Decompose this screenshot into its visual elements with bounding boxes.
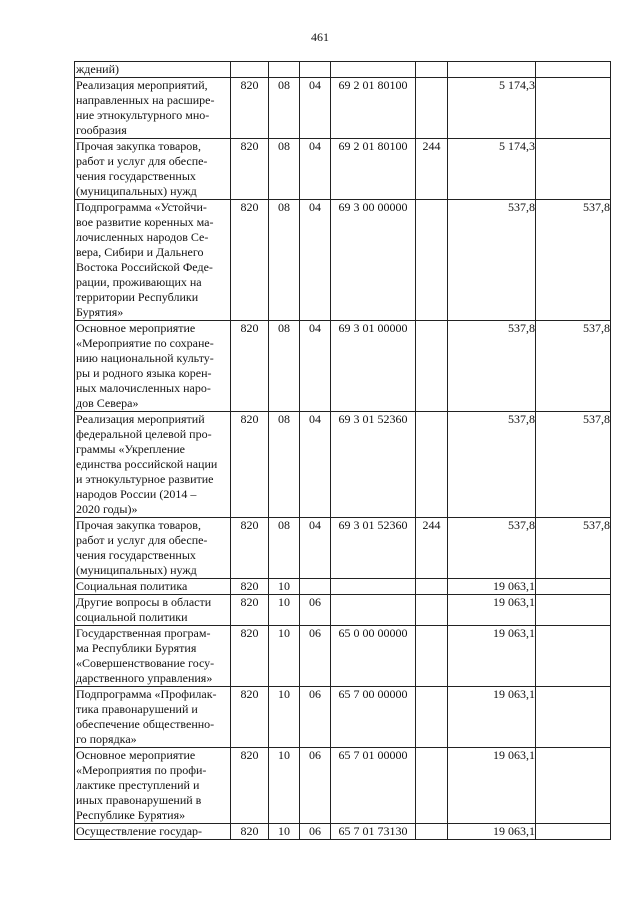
budget-table (74, 61, 611, 840)
cell-name: Реализация мероприятий, направленных на расшире- ние этнокультурного мно- гообразия (75, 78, 231, 139)
cell-name: Подпрограмма «Устойчи- вое развитие коренных ма- лочисленных народов Се- вера, Сибири и Дальнего Востока Российской Федe- рации, проживающих на территории Республики Бурятия» (75, 200, 231, 321)
cell-expense-type (416, 412, 448, 518)
budget-table-body (75, 62, 611, 840)
table-row (75, 518, 611, 579)
cell-name: Подпрограмма «Профилак- тика правонарушений и обеспечение общественно- го порядка» (75, 687, 231, 748)
cell-amount-federal: 537,8 (536, 321, 611, 412)
table-row (75, 579, 611, 595)
cell-ved: 820 (231, 200, 269, 321)
cell-amount: 537,8 (448, 321, 536, 412)
cell-amount-federal: 537,8 (536, 518, 611, 579)
cell-amount: 5 174,3 (448, 78, 536, 139)
cell-target-article (331, 579, 416, 595)
cell-amount: 537,8 (448, 412, 536, 518)
cell-ved: 820 (231, 78, 269, 139)
cell-amount-federal (536, 62, 611, 78)
cell-expense-type (416, 78, 448, 139)
cell-expense-type (416, 595, 448, 626)
cell-section: 10 (269, 595, 300, 626)
table-row (75, 824, 611, 840)
cell-expense-type (416, 626, 448, 687)
cell-subsection: 06 (300, 824, 331, 840)
cell-name: Государственная програм- ма Республики Бурятия «Совершенствование госу- дарственного управления» (75, 626, 231, 687)
cell-section: 08 (269, 78, 300, 139)
cell-amount: 19 063,1 (448, 687, 536, 748)
table-row (75, 412, 611, 518)
cell-amount: 19 063,1 (448, 595, 536, 626)
cell-name: ждений) (75, 62, 231, 78)
cell-ved: 820 (231, 321, 269, 412)
cell-name: Прочая закупка товаров, работ и услуг для обеспе- чения государственных (муниципальных) нужд (75, 518, 231, 579)
cell-subsection: 04 (300, 412, 331, 518)
cell-amount: 537,8 (448, 200, 536, 321)
cell-subsection (300, 62, 331, 78)
cell-amount-federal (536, 824, 611, 840)
table-row (75, 687, 611, 748)
cell-section: 10 (269, 748, 300, 824)
cell-expense-type (416, 62, 448, 78)
table-row (75, 321, 611, 412)
cell-name: Основное мероприятие «Мероприятия по профи- лактике преступлений и иных правонарушений в Республике Бурятия» (75, 748, 231, 824)
cell-expense-type: 244 (416, 518, 448, 579)
table-row (75, 78, 611, 139)
cell-expense-type (416, 748, 448, 824)
cell-target-article (331, 62, 416, 78)
table-row (75, 595, 611, 626)
cell-target-article: 65 7 01 73130 (331, 824, 416, 840)
cell-ved: 820 (231, 518, 269, 579)
cell-expense-type: 244 (416, 139, 448, 200)
cell-amount: 19 063,1 (448, 579, 536, 595)
cell-amount-federal: 537,8 (536, 200, 611, 321)
cell-amount: 19 063,1 (448, 748, 536, 824)
cell-amount (448, 62, 536, 78)
cell-target-article: 65 7 00 00000 (331, 687, 416, 748)
cell-subsection (300, 579, 331, 595)
cell-section: 08 (269, 139, 300, 200)
cell-section: 08 (269, 200, 300, 321)
cell-ved: 820 (231, 687, 269, 748)
cell-subsection: 06 (300, 748, 331, 824)
cell-expense-type (416, 321, 448, 412)
cell-section: 10 (269, 626, 300, 687)
cell-ved: 820 (231, 412, 269, 518)
cell-section: 08 (269, 321, 300, 412)
cell-name: Реализация мероприятий федеральной целевой про- граммы «Укрепление единства российской нации и этнокультурное развитие народов России (2014 – 2020 годы)» (75, 412, 231, 518)
cell-subsection: 06 (300, 626, 331, 687)
cell-section: 10 (269, 687, 300, 748)
cell-name: Другие вопросы в области социальной политики (75, 595, 231, 626)
cell-ved: 820 (231, 824, 269, 840)
cell-subsection: 04 (300, 321, 331, 412)
cell-target-article: 65 0 00 00000 (331, 626, 416, 687)
cell-target-article: 65 7 01 00000 (331, 748, 416, 824)
cell-amount: 19 063,1 (448, 824, 536, 840)
cell-subsection: 04 (300, 518, 331, 579)
cell-target-article: 69 3 01 00000 (331, 321, 416, 412)
cell-ved: 820 (231, 595, 269, 626)
cell-amount-federal (536, 78, 611, 139)
cell-subsection: 04 (300, 139, 331, 200)
cell-subsection: 06 (300, 687, 331, 748)
cell-section: 08 (269, 518, 300, 579)
cell-target-article: 69 2 01 80100 (331, 139, 416, 200)
table-row (75, 200, 611, 321)
cell-section: 10 (269, 579, 300, 595)
cell-ved: 820 (231, 626, 269, 687)
cell-name: Прочая закупка товаров, работ и услуг для обеспе- чения государственных (муниципальных) нужд (75, 139, 231, 200)
cell-amount-federal (536, 139, 611, 200)
cell-subsection: 06 (300, 595, 331, 626)
cell-section: 08 (269, 412, 300, 518)
cell-amount: 5 174,3 (448, 139, 536, 200)
table-row (75, 62, 611, 78)
cell-target-article: 69 3 01 52360 (331, 518, 416, 579)
cell-amount: 537,8 (448, 518, 536, 579)
cell-expense-type (416, 579, 448, 595)
cell-subsection: 04 (300, 78, 331, 139)
table-row (75, 139, 611, 200)
cell-name: Социальная политика (75, 579, 231, 595)
cell-ved: 820 (231, 579, 269, 595)
cell-target-article: 69 2 01 80100 (331, 78, 416, 139)
cell-expense-type (416, 824, 448, 840)
cell-expense-type (416, 687, 448, 748)
cell-amount-federal (536, 748, 611, 824)
cell-section: 10 (269, 824, 300, 840)
cell-ved: 820 (231, 748, 269, 824)
cell-amount-federal (536, 626, 611, 687)
cell-amount-federal (536, 579, 611, 595)
cell-expense-type (416, 200, 448, 321)
page-number: 461 (311, 30, 329, 44)
cell-ved (231, 62, 269, 78)
cell-amount: 19 063,1 (448, 626, 536, 687)
cell-section (269, 62, 300, 78)
cell-amount-federal (536, 687, 611, 748)
cell-amount-federal: 537,8 (536, 412, 611, 518)
cell-ved: 820 (231, 139, 269, 200)
table-row (75, 626, 611, 687)
table-row (75, 748, 611, 824)
cell-target-article (331, 595, 416, 626)
cell-amount-federal (536, 595, 611, 626)
cell-name: Осуществление государ- (75, 824, 231, 840)
cell-subsection: 04 (300, 200, 331, 321)
cell-target-article: 69 3 01 52360 (331, 412, 416, 518)
cell-name: Основное мероприятие «Мероприятие по сохране- нию национальной культу- ры и родного языка корен- ных малочисленных наро- дов Севера» (75, 321, 231, 412)
cell-target-article: 69 3 00 00000 (331, 200, 416, 321)
